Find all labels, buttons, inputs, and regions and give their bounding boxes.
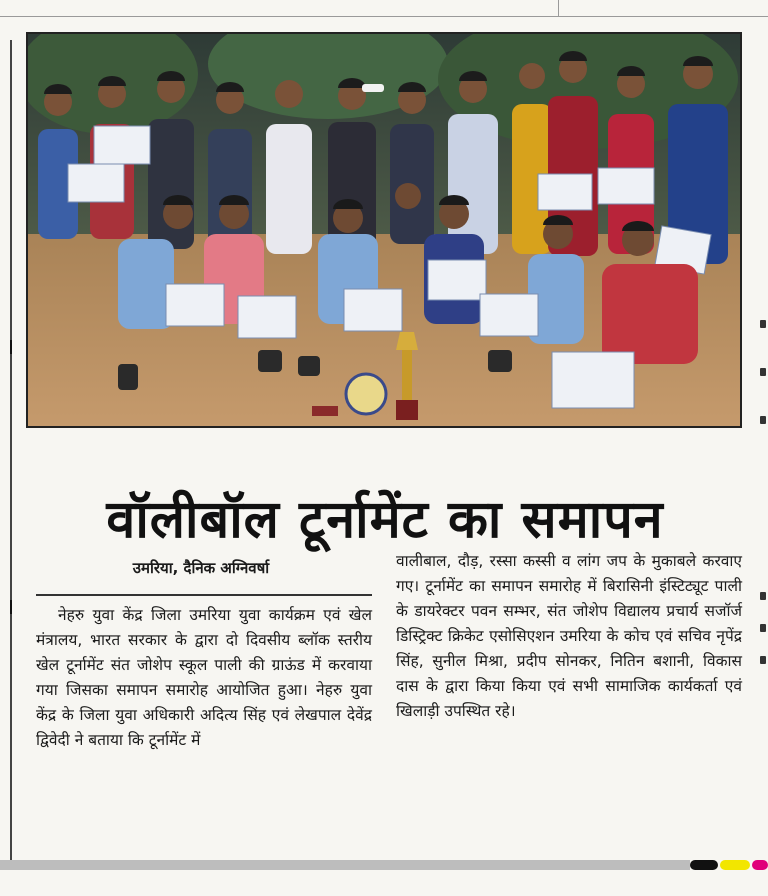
- edge-mark: [10, 340, 12, 354]
- cmyk-swatch-black: [690, 860, 718, 870]
- cmyk-swatch-magenta: [752, 860, 768, 870]
- team-photo-illustration: [28, 34, 740, 426]
- bottom-bar: [0, 860, 690, 870]
- top-rule: [0, 16, 768, 17]
- byline: उमरिया, दैनिक अग्निवर्षा: [132, 559, 270, 577]
- byline-rule: [36, 594, 372, 596]
- headline: वॉलीबॉल टूर्नामेंट का समापन: [106, 489, 664, 550]
- edge-mark: [10, 600, 12, 614]
- news-photo: [26, 32, 742, 428]
- page-left-edge: [10, 40, 12, 870]
- top-tick: [558, 0, 559, 16]
- cmyk-swatch-yellow: [720, 860, 750, 870]
- article-body-right: वालीबाल, दौड़, रस्सा कस्सी व लांग जप के मुकाबले करवाए गए। टूर्नामेंट का समापन समारोह में बिरासिनी इंस्टिट्यूट पाली के डायरेक्टर पवन सम्भर, संत जोशेप विद्यालय प्रचार्य सजॉर्ज डिस्ट्रिक्ट क्रिकेट एसोसिएशन उमरिया के कोच एवं सचिव नृपेंद्र सिंह, सुनील मिश्रा, प्रदीप सोनकर, नितिन बशानी, विकास दास के द्वारा किया किया एवं सभी सामाजिक कार्यकर्ता एवं खिलाड़ी उपस्थित रहे।: [396, 552, 742, 720]
- volleyball: [346, 374, 386, 414]
- article-body-left: नेहरु युवा केंद्र जिला उमरिया युवा कार्यक्रम एवं खेल मंत्रालय, भारत सरकार के द्वारा दो दिवसीय ब्लॉक स्तरीय खेल टूर्नामेंट संत जोशेप स्कूल पाली की ग्राऊंड में करवाया गया जिसका समापन समारोह आयोजित हुआ। नेहरु युवा केंद्र के जिला युवा अधिकारी अदित्य सिंह एवं लेखपाल देवेंद्र द्विवेदी ने बताया कि टूर्नामेंट में: [36, 606, 372, 749]
